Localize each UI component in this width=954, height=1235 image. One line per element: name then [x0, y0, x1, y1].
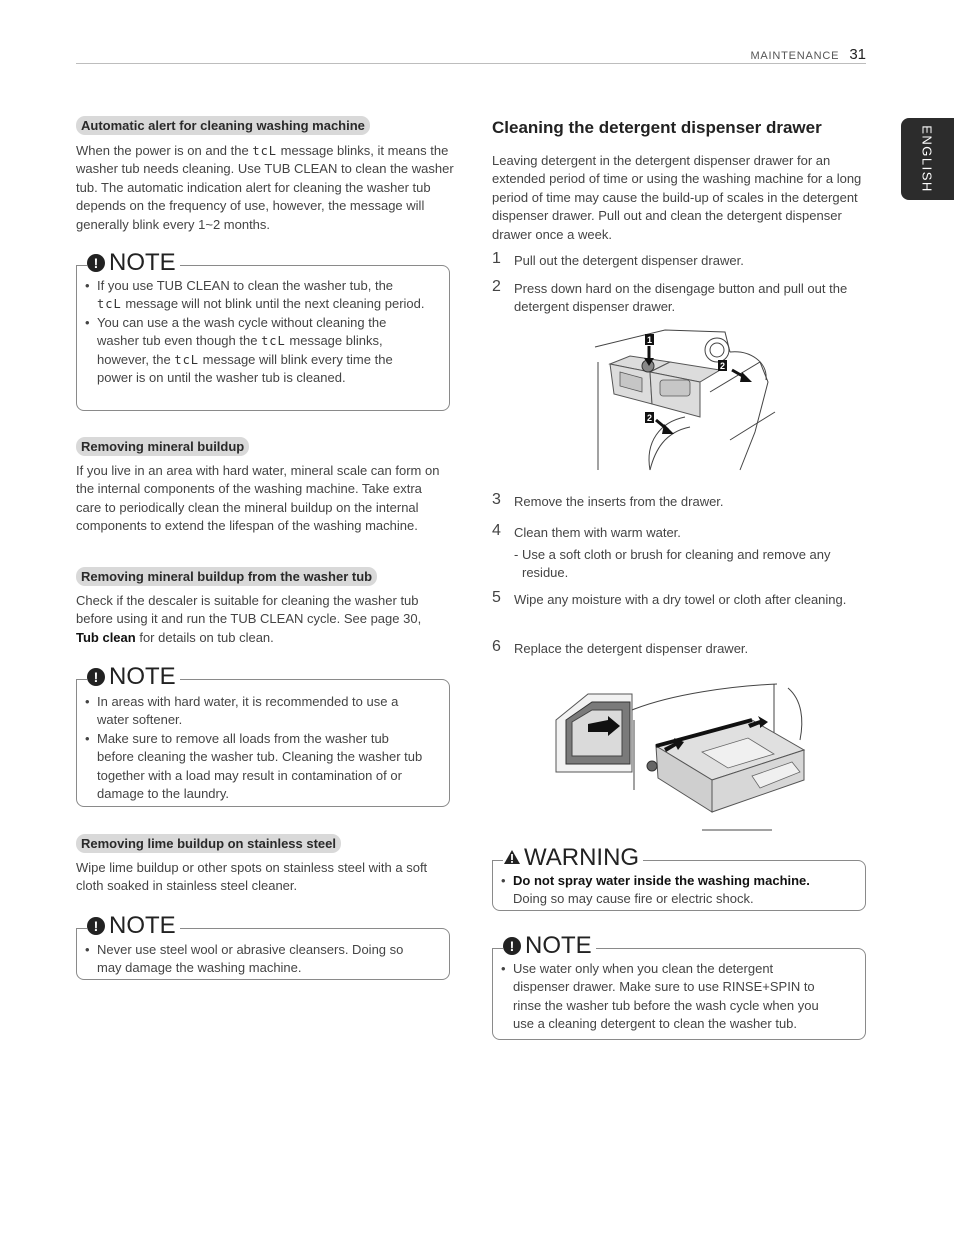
step-number: 1 — [492, 250, 501, 267]
section-heading-dispenser: Cleaning the detergent dispenser drawer — [492, 118, 822, 137]
text-span: If you use TUB CLEAN to clean the washer tub, the — [97, 278, 394, 293]
section-title-automatic-alert: Automatic alert for cleaning washing machine — [76, 116, 370, 135]
note-title-text: NOTE — [109, 663, 176, 690]
tcl-code: tcL — [97, 297, 122, 312]
warning-triangle-icon — [503, 849, 521, 865]
step-text: Wipe any moisture with a dry towel or cloth after cleaning. — [514, 592, 847, 607]
list-item — [493, 872, 845, 909]
note-box-3 — [76, 912, 450, 980]
note-title-text: NOTE — [525, 932, 592, 959]
warning-box — [492, 844, 866, 911]
note-title — [87, 250, 180, 276]
mineral-tub-paragraph — [76, 592, 448, 647]
exclamation-circle-icon: ! — [87, 254, 105, 272]
step-number: 5 — [492, 589, 501, 606]
text-span: Doing so may cause fire or electric shock. — [513, 891, 754, 907]
section-name: MAINTENANCE — [750, 50, 840, 62]
marker-2b-label: 2 — [646, 413, 653, 423]
note-title-text: NOTE — [109, 912, 176, 939]
list-item: • Never use steel wool or abrasive cleansers. Doing so may damage the washing machine. — [77, 941, 429, 978]
list-item — [77, 277, 429, 314]
step-text: Clean them with warm water. — [514, 525, 681, 540]
step-6 — [492, 640, 866, 658]
step-number: 3 — [492, 491, 501, 508]
mineral-buildup-paragraph: If you live in an area with hard water, mineral scale can form on the internal components of the washing machine. Take extra care to periodically clean the mineral buildup on the internal components to extend the lifespan of the washing machine. — [76, 463, 440, 534]
header-rule — [76, 63, 866, 64]
list-item — [77, 314, 429, 388]
text-span: for details on tub clean. — [139, 629, 274, 645]
warning-title — [503, 845, 643, 871]
step-1 — [492, 252, 866, 270]
section-title-mineral-buildup: Removing mineral buildup — [76, 437, 249, 456]
marker-1-label: 1 — [646, 335, 653, 345]
note-box-2 — [76, 663, 450, 807]
step-5 — [492, 591, 866, 609]
warning-bold-text: Do not spray water inside the washing machine. — [513, 873, 810, 888]
section-title-lime-buildup: Removing lime buildup on stainless steel — [76, 834, 341, 853]
note-title — [503, 933, 596, 959]
list-item: • Use water only when you clean the detergent dispenser drawer. Make sure to use RINSE+SPIN to rinse the washer tub before the wash cycle when you use a cleaning detergent to clean the washer tub. — [493, 960, 833, 1034]
note-title — [87, 664, 180, 690]
step-text: Press down hard on the disengage button and pull out the detergent dispenser drawer. — [514, 281, 848, 315]
tcl-code: tcL — [261, 334, 286, 349]
language-tab-label: ENGLISH — [919, 125, 935, 193]
dispenser-removal-illustration — [590, 322, 780, 472]
language-tab — [901, 118, 954, 200]
step-number: 2 — [492, 278, 501, 295]
step-4-subnote: - Use a soft cloth or brush for cleaning and remove any residue. — [514, 547, 831, 581]
note-box-1 — [76, 249, 450, 411]
tcl-code: tcL — [252, 144, 278, 158]
text-span: When the power is on and the — [76, 143, 249, 158]
page-number: 31 — [849, 46, 866, 63]
list-item: • In areas with hard water, it is recommended to use a water softener. — [77, 693, 429, 730]
text-span: message blinks, however, the — [97, 333, 383, 367]
text-span: message will not blink until the next cleaning period. — [125, 296, 425, 312]
marker-2-label: 2 — [719, 361, 726, 371]
text-span: message blinks, it means the washer tub needs cleaning. Use TUB CLEAN to clean the washer tub. The automatic indication alert for cleaning the washer tub depends on the frequency of use, however, the message will generally blink every 1~2 months. — [76, 143, 454, 232]
dispenser-intro-paragraph: Leaving detergent in the detergent dispenser drawer for an extended period of time or using the washing machine for a long period of time may cause the build-up of scales in the detergent dispenser drawer. Pull out and clean the detergent dispenser drawer once a week. — [492, 153, 862, 242]
note-title-text: NOTE — [109, 249, 176, 276]
section-title-mineral-washer-tub: Removing mineral buildup from the washer tub — [76, 567, 377, 586]
bold-reference: Tub clean — [76, 629, 136, 645]
step-3 — [492, 493, 866, 511]
page-header — [750, 46, 866, 63]
exclamation-circle-icon: ! — [503, 937, 521, 955]
tcl-code: tcL — [174, 352, 200, 367]
automatic-alert-paragraph — [76, 142, 454, 234]
lime-buildup-paragraph: Wipe lime buildup or other spots on stainless steel with a soft cloth soaked in stainless steel cleaner. — [76, 860, 428, 894]
text-span: Check if the descaler is suitable for cleaning the washer tub before using it and run the TUB CLEAN cycle. See page 30, — [76, 593, 422, 627]
step-4 — [492, 524, 866, 542]
step-2 — [492, 280, 866, 317]
text-span: message will blink every time the power is on until the washer tub is cleaned. — [97, 351, 393, 386]
step-text: Remove the inserts from the drawer. — [514, 494, 724, 509]
dispenser-replace-illustration — [552, 680, 808, 832]
list-item: • Make sure to remove all loads from the washer tub before cleaning the washer tub. Cleaning the washer tub together with a load may result in contamination of or damage to the laundry. — [77, 730, 429, 804]
exclamation-circle-icon: ! — [87, 668, 105, 686]
warning-title-text: WARNING — [524, 844, 640, 871]
step-text: Replace the detergent dispenser drawer. — [514, 641, 749, 656]
text-span: You can use a the wash cycle without cleaning the washer tub even though the — [97, 314, 387, 349]
note-title — [87, 913, 180, 939]
step-number: 6 — [492, 638, 501, 655]
exclamation-circle-icon: ! — [87, 917, 105, 935]
step-text: Pull out the detergent dispenser drawer. — [514, 253, 744, 268]
step-number: 4 — [492, 522, 501, 539]
note-box-4 — [492, 932, 866, 1040]
